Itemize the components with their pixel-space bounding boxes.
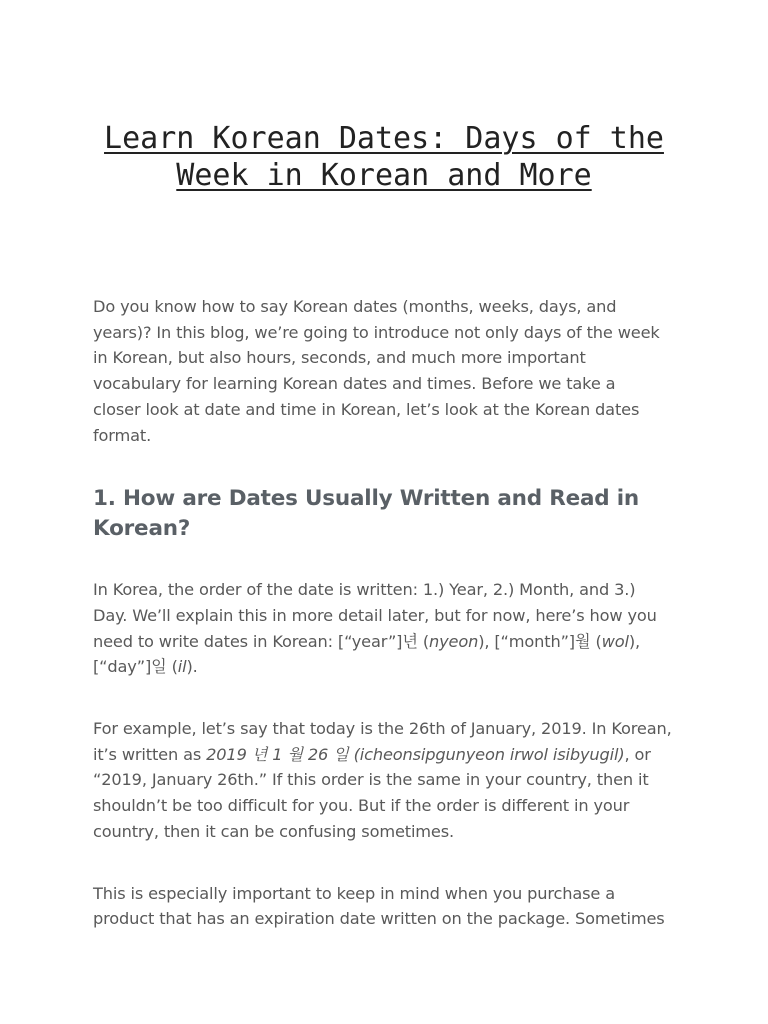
text-line: country, then it can be confusing sometimes. <box>93 821 455 841</box>
expiration-paragraph <box>93 881 683 932</box>
title-line: Learn Korean Dates: Days of the <box>104 121 664 156</box>
romanization-text: wol <box>601 631 629 651</box>
title-line: Week in Korean and More <box>176 158 592 193</box>
heading-line: 1. How are Dates Usually Written and Read in <box>93 486 640 512</box>
text-run: need to write dates in Korean: [“year”]년 ( <box>93 631 429 651</box>
text-line: Day. We’ll explain this in more detail later, but for now, here’s how you <box>93 605 657 625</box>
romanization-text: nyeon <box>429 631 479 651</box>
article-body <box>93 294 683 932</box>
text-run: it’s written as <box>93 744 207 764</box>
text-run: ), <box>628 631 640 651</box>
section-heading <box>93 484 683 544</box>
date-order-paragraph <box>93 577 683 680</box>
heading-line: Korean? <box>93 516 191 542</box>
text-line: format. <box>93 425 152 445</box>
text-line: For example, let’s say that today is the 26th of January, 2019. In Korean, <box>93 719 672 739</box>
text-line: “2019, January 26th.” If this order is the same in your country, then it <box>93 770 649 790</box>
text-line: In Korea, the order of the date is written: 1.) Year, 2.) Month, and 3.) <box>93 580 636 600</box>
intro-paragraph <box>93 294 683 448</box>
example-date-text: 2019 년 1 월 26 일 (icheonsipgunyeon irwol isibyugil) <box>206 744 625 764</box>
article-title <box>0 120 768 194</box>
text-line: in Korean, but also hours, seconds, and much more important <box>93 348 586 368</box>
text-line: vocabulary for learning Korean dates and times. Before we take a <box>93 374 616 394</box>
text-line: product that has an expiration date written on the package. Sometimes <box>93 909 665 929</box>
text-run: , or <box>624 744 651 764</box>
text-line: Do you know how to say Korean dates (months, weeks, days, and <box>93 297 617 316</box>
text-line <box>93 742 683 768</box>
text-line: This is especially important to keep in mind when you purchase a <box>93 883 615 903</box>
text-line: shouldn’t be too difficult for you. But if the order is different in your <box>93 796 630 816</box>
text-line: years)? In this blog, we’re going to introduce not only days of the week <box>93 322 660 342</box>
text-run: ). <box>186 657 198 677</box>
text-run: ), [“month”]월 ( <box>478 631 602 651</box>
text-line <box>93 654 683 680</box>
text-run: [“day”]일 ( <box>93 657 178 677</box>
text-line: closer look at date and time in Korean, let’s look at the Korean dates <box>93 399 640 419</box>
romanization-text: il <box>177 657 187 677</box>
example-paragraph <box>93 716 683 845</box>
text-line <box>93 629 683 655</box>
